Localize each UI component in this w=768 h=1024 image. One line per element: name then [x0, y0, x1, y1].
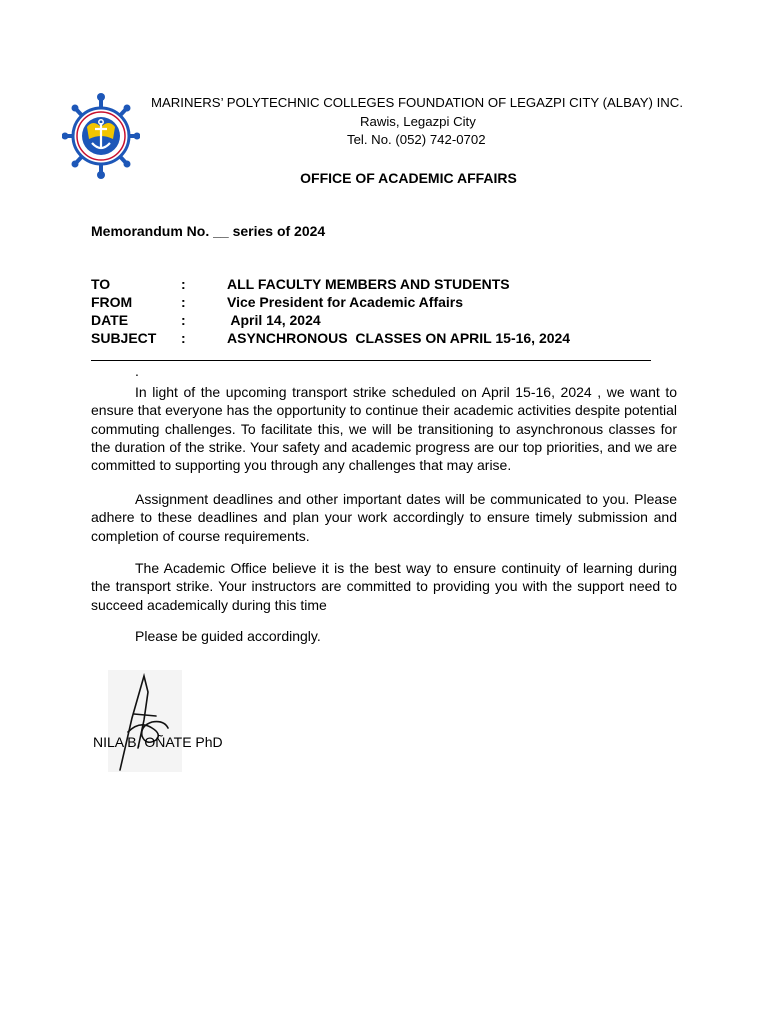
institution-phone: Tel. No. (052) 742-0702 — [347, 132, 486, 147]
memo-field-from-colon: : — [181, 294, 186, 310]
memo-field-date-colon: : — [181, 312, 186, 328]
memo-number: Memorandum No. __ series of 2024 — [91, 223, 326, 239]
memo-field-subject-colon: : — [181, 330, 186, 346]
memo-field-to-colon: : — [181, 276, 186, 292]
signature — [108, 670, 182, 772]
signature-scribble-icon — [108, 670, 182, 772]
body-paragraph-1: In light of the upcoming transport strike scheduled on April 15-16, 2024 , we want to ensure that everyone has the opportunity to continue their academic activities despite potential commuting challenges. To facilitate this, we will be transitioning to asynchronous classes for the duration of the strike. Your safety and academic progress are our top priorities, and we are committed to supporting you through any challenges that may arise. — [91, 384, 677, 474]
memo-field-to-value: ALL FACULTY MEMBERS AND STUDENTS — [227, 276, 510, 292]
institution-name: MARINERS’ POLYTECHNIC COLLEGES FOUNDATION OF LEGAZPI CITY (ALBAY) INC. — [151, 95, 683, 110]
memo-field-from-label: FROM — [91, 294, 133, 310]
memo-field-from-value: Vice President for Academic Affairs — [227, 294, 464, 310]
divider-dot: . — [135, 363, 139, 379]
office-title: OFFICE OF ACADEMIC AFFAIRS — [300, 170, 517, 186]
memo-field-subject-label: SUBJECT — [91, 330, 157, 346]
body-paragraph-4: Please be guided accordingly. — [135, 628, 321, 644]
institution-logo — [62, 93, 140, 179]
memo-field-date-value: April 14, 2024 — [227, 312, 321, 328]
memo-field-subject-value: ASYNCHRONOUS CLASSES ON APRIL 15-16, 2024 — [227, 330, 571, 346]
signatory-name: NILA B. OÑATE PhD — [93, 734, 223, 750]
memo-field-date-label: DATE — [91, 312, 129, 328]
memo-field-to-label: TO — [91, 276, 111, 292]
institution-address: Rawis, Legazpi City — [360, 114, 476, 129]
header-divider — [91, 360, 651, 361]
ship-wheel-logo-icon — [62, 93, 140, 179]
body-paragraph-2: Assignment deadlines and other important dates will be communicated to you. Please adhere to these deadlines and plan your work accordingly to ensure timely submission and completion of course requirements. — [91, 491, 677, 544]
body-paragraph-3: The Academic Office believe it is the best way to ensure continuity of learning during the transport strike. Your instructors are committed to providing you with the support need to succeed academically during this time — [91, 560, 677, 613]
